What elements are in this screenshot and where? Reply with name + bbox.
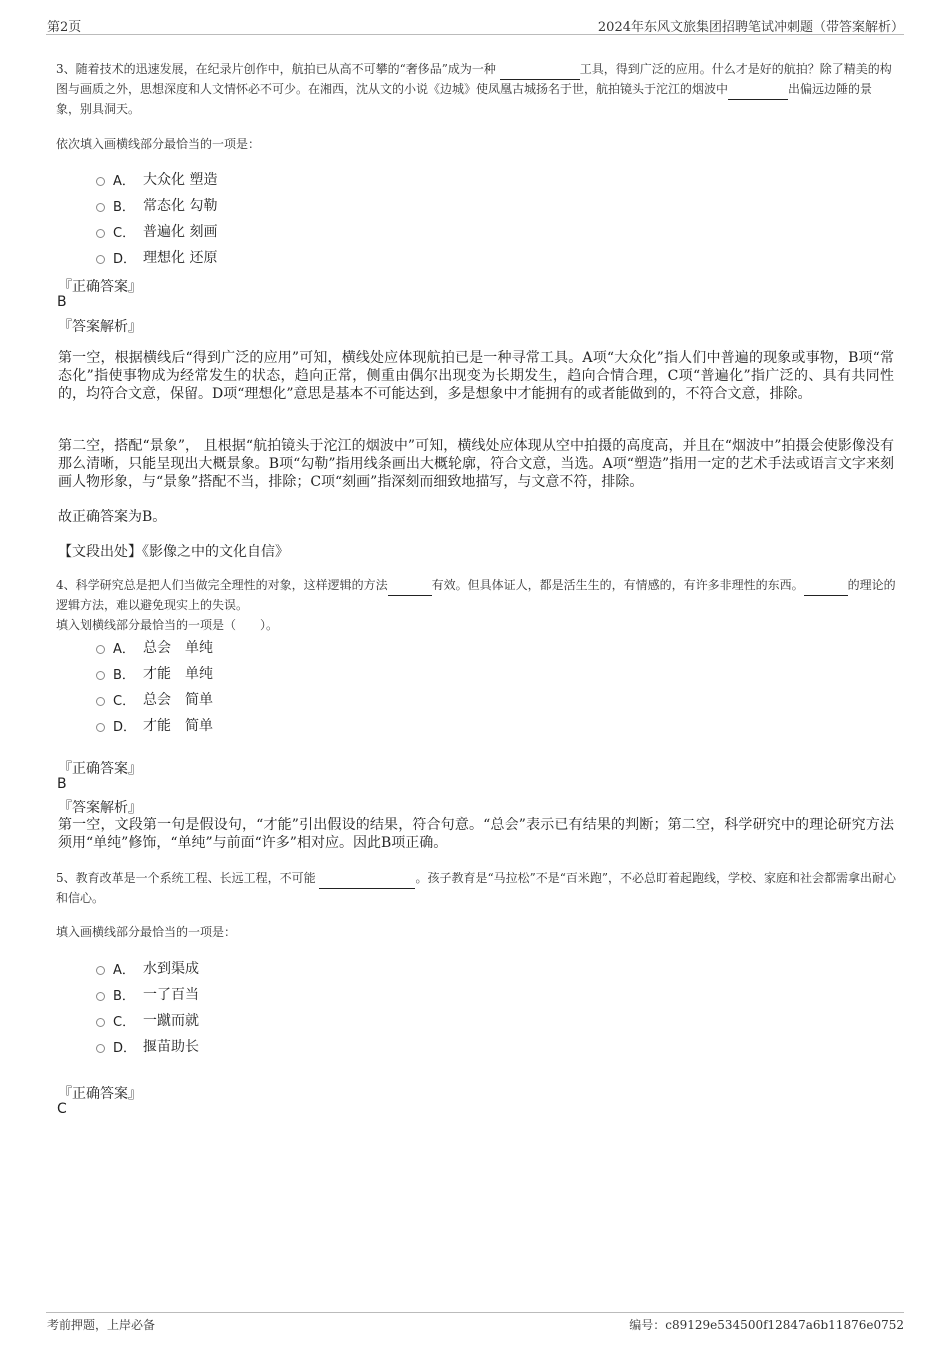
- radio-icon[interactable]: [96, 203, 105, 212]
- q3-option-b[interactable]: B． 常态化 勾勒: [96, 195, 217, 215]
- q5-blank: [319, 869, 415, 889]
- q5-option-a[interactable]: A． 水到渠成: [96, 958, 199, 978]
- footer-divider: [46, 1312, 904, 1313]
- q5-stem: 5、教育改革是一个系统工程、长远工程，不可能 。孩子教育是“马拉松”不是“百米跑”，不必总盯着起跑线，学校、家庭和社会都需拿出耐心和信心。: [56, 871, 896, 905]
- q4-analysis-paragraph: 第一空，文段第一句是假设句，“才能”引出假设的结果，符合句意。“总会”表示已有结果的判断；第二空，科学研究中的理论研究方法须用“单纯”修饰，“单纯”与前面“许多”相对应。因此B项正确。: [58, 817, 894, 851]
- radio-icon[interactable]: [96, 1044, 105, 1053]
- q3-option-c[interactable]: C． 普遍化 刻画: [96, 221, 217, 241]
- q5-answer: C: [57, 1101, 67, 1117]
- page-number: 第2页: [47, 20, 82, 35]
- q4-option-b[interactable]: B． 才能 单纯: [96, 663, 213, 683]
- radio-icon[interactable]: [96, 671, 105, 680]
- radio-icon[interactable]: [96, 1018, 105, 1027]
- q3-prompt: 依次填入画横线部分最恰当的一项是：: [56, 137, 261, 151]
- q3-analysis-paragraph: 第一空，根据横线后“得到广泛的应用”可知，横线处应体现航拍已是一种寻常工具。A项“大众化”指人们中普遍的现象或事物，B项“常态化”指使事物成为经常发生的状态，趋向正常，侧重由偶尔出现变为长期发生，趋向合情合理，C项“普遍化”指广泛的、具有共同性的，均符合文意，保留。D项“理想化”意思是基本不可能达到，多是想象中才能拥有的或者能做到的，不符合文意，排除。: [58, 350, 894, 402]
- q3-source: 【文段出处】《影像之中的文化自信》: [58, 544, 289, 560]
- q4-answer-label: 『正确答案』: [58, 761, 142, 777]
- q4-blank-1: [388, 576, 432, 596]
- q3-answer-label: 『正确答案』: [58, 279, 142, 295]
- q4-stem: 4、科学研究总是把人们当做完全理性的对象，这样逻辑的方法 有效。但具体证人，都是活生生的，有情感的，有许多非理性的东西。 的理论的逻辑方法，难以避免现实上的失误。: [56, 578, 896, 612]
- q5-prompt: 填入画横线部分最恰当的一项是：: [56, 925, 237, 939]
- q5-option-c[interactable]: C． 一蹴而就: [96, 1010, 199, 1030]
- q4-blank-2: [804, 576, 848, 596]
- q4-option-c[interactable]: C． 总会 简单: [96, 689, 213, 709]
- q4-analysis-label: 『答案解析』: [58, 800, 142, 816]
- footer-slogan: 考前押题，上岸必备: [47, 1318, 156, 1332]
- q4-prompt: 填入划横线部分最恰当的一项是（ ）。: [56, 618, 279, 632]
- radio-icon[interactable]: [96, 723, 105, 732]
- q3-answer: B: [57, 294, 67, 310]
- q3-stem: 3、随着技术的迅速发展，在纪录片创作中，航拍已从高不可攀的“奢侈品”成为一种 工具，得到广泛的应用。什么才是好的航拍？除了精美的构图与画质之外，思想深度和人文情怀必不可少。在湘西，沈从文的小说《边城》使凤凰古城扬名于世，航拍镜头于沱江的烟波中 出偏远边陲的景象，别具洞天。: [56, 62, 892, 116]
- q4-answer: B: [57, 776, 67, 792]
- q3-blank-1: [500, 60, 580, 80]
- q3-blank-2: [728, 80, 788, 100]
- q3-option-d[interactable]: D． 理想化 还原: [96, 247, 217, 267]
- q5-option-d[interactable]: D． 揠苗助长: [96, 1036, 199, 1056]
- q4-option-d[interactable]: D． 才能 简单: [96, 715, 213, 735]
- radio-icon[interactable]: [96, 177, 105, 186]
- radio-icon[interactable]: [96, 229, 105, 238]
- header-divider: [46, 34, 904, 35]
- q3-option-a[interactable]: A． 大众化 塑造: [96, 169, 217, 189]
- document-title: 2024年东风文旅集团招聘笔试冲刺题（带答案解析）: [597, 20, 904, 35]
- q5-answer-label: 『正确答案』: [58, 1086, 142, 1102]
- radio-icon[interactable]: [96, 645, 105, 654]
- q5-option-b[interactable]: B． 一了百当: [96, 984, 199, 1004]
- q4-option-a[interactable]: A． 总会 单纯: [96, 637, 213, 657]
- q3-analysis-paragraph: 第二空，搭配“景象”， 且根据“航拍镜头于沱江的烟波中”可知，横线处应体现从空中拍摄的高度高，并且在“烟波中”拍摄会使影像没有那么清晰，只能呈现出大概景象。B项“勾勒”指用线条画出大概轮廓，符合文意，当选。A项“塑造”指用一定的艺术手法或语言文字来刻画人物形象，与“景象”搭配不当，排除；C项“刻画”指深刻而细致地描写，与文意不符，排除。: [58, 438, 894, 490]
- document-id: 编号：c89129e534500f12847a6b11876e0752: [629, 1318, 904, 1332]
- q3-analysis-conclusion: 故正确答案为B。: [58, 509, 167, 525]
- q3-analysis-label: 『答案解析』: [58, 319, 142, 335]
- radio-icon[interactable]: [96, 966, 105, 975]
- radio-icon[interactable]: [96, 697, 105, 706]
- radio-icon[interactable]: [96, 255, 105, 264]
- radio-icon[interactable]: [96, 992, 105, 1001]
